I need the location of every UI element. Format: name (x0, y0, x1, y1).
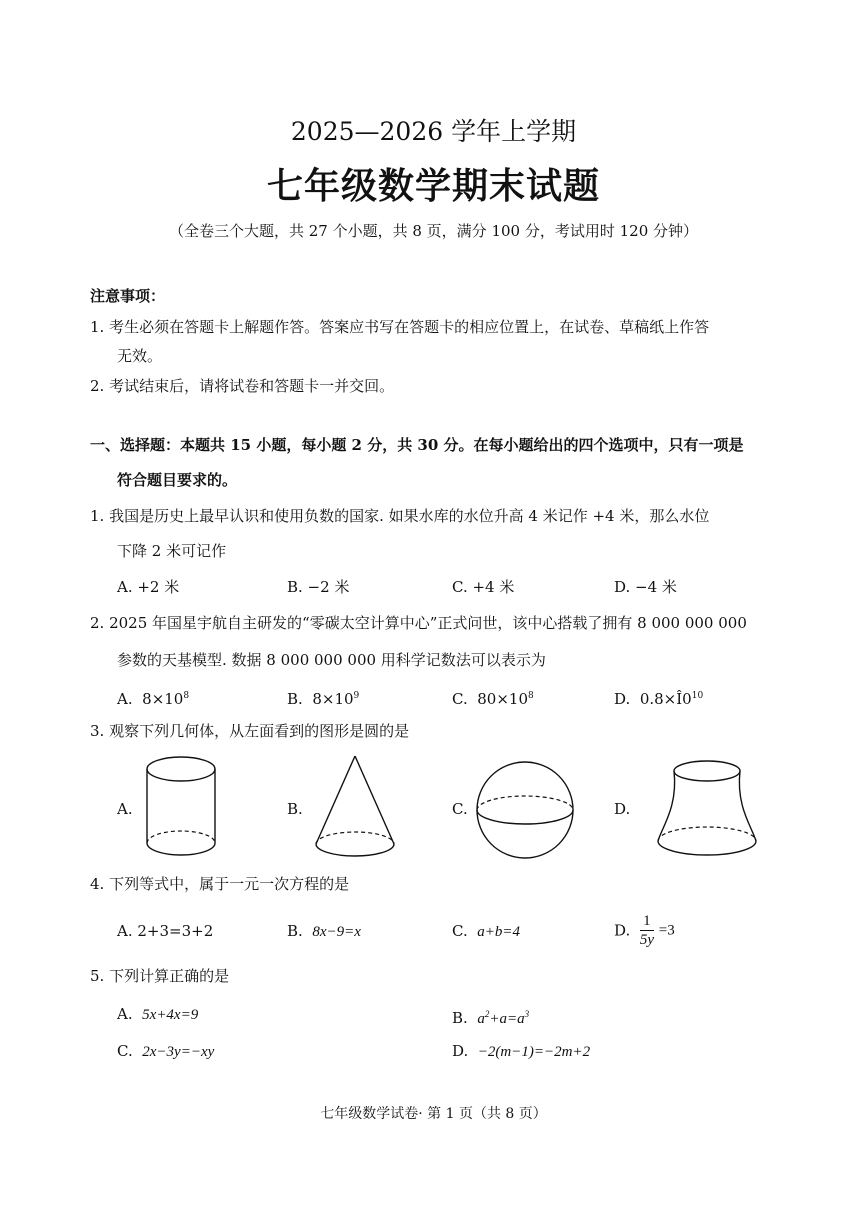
q3-option-d-label: D. (614, 800, 631, 818)
q2-option-d-label: D. (614, 690, 631, 708)
q2-option-b-base: 8×10 (312, 690, 354, 708)
note-1: 1. 考生必须在答题卡上解题作答。答案应书写在答题卡的相应位置上，在试卷、草稿纸上作答 (90, 318, 710, 336)
q2-option-a (117, 686, 189, 709)
cylinder-figure (140, 755, 222, 865)
q4-option-c (452, 921, 520, 942)
sphere-figure (472, 757, 578, 863)
q1-option-c: C. +4 米 (452, 578, 515, 596)
q2-option-d (614, 686, 703, 709)
q4-option-b (287, 921, 361, 942)
section-1-heading: 一、选择题：本题共 15 小题，每小题 2 分，共 30 分。在每小题给出的四个选项中，只有一项是 (90, 436, 744, 454)
q1-stem: 1. 我国是历史上最早认识和使用负数的国家. 如果水库的水位升高 4 米记作 +4 米，那么水位 (90, 507, 710, 525)
q5-option-a-expr: 5x+4x=9 (142, 1007, 199, 1023)
q4-option-b-label: B. (287, 922, 303, 940)
year-line: 2025—2026 学年上学期 (290, 117, 577, 146)
q4-stem: 4. 下列等式中，属于一元一次方程的是 (90, 875, 350, 893)
hyperboloid-figure (652, 757, 762, 863)
q2-stem: 2. 2025 年国星宇航自主研发的“零碳太空计算中心”正式问世，该中心搭载了拥有 8 000 000 000 (90, 614, 747, 632)
q4-option-d-denominator: 5y (639, 932, 654, 948)
q5-option-c-expr: 2x−3y=−xy (142, 1044, 215, 1060)
q5-option-a-label: A. (117, 1005, 133, 1023)
note-2: 2. 考试结束后，请将试卷和答题卡一并交回。 (90, 377, 395, 395)
cone-figure (310, 752, 400, 864)
q2-option-b-exp: 9 (353, 691, 360, 701)
q5-option-d-expr: −2(m−1)=−2m+2 (477, 1044, 591, 1060)
q5-option-d-label: D. (452, 1042, 469, 1060)
q2-option-a-base: 8×10 (142, 690, 184, 708)
q5-stem: 5. 下列计算正确的是 (90, 967, 230, 985)
q4-option-d-label: D. (614, 921, 631, 940)
q2-option-a-exp: 8 (183, 691, 190, 701)
q3-stem: 3. 观察下列几何体，从左面看到的图形是圆的是 (90, 722, 410, 740)
q1-option-a: A. +2 米 (117, 578, 180, 596)
page-footer: 七年级数学试卷· 第 1 页（共 8 页） (320, 1106, 547, 1122)
q4-option-c-label: C. (452, 922, 468, 940)
section-1-heading-cont: 符合题目要求的。 (117, 471, 238, 489)
q3-option-b-label: B. (287, 800, 303, 818)
q5-option-c (117, 1041, 214, 1062)
q5-option-b-base1: a (477, 1011, 485, 1027)
q5-option-b (452, 1004, 529, 1029)
q4-option-d-numerator: 1 (640, 912, 654, 931)
page-title: 七年级数学期末试题 (266, 165, 600, 207)
q4-option-c-expr: a+b=4 (477, 924, 521, 940)
q5-option-d (452, 1041, 590, 1062)
note-1-cont: 无效。 (117, 347, 163, 365)
q5-option-a (117, 1004, 198, 1025)
q5-option-c-label: C. (117, 1042, 133, 1060)
q4-option-d-fraction (640, 912, 654, 949)
q5-option-b-label: B. (452, 1009, 468, 1027)
q1-stem-cont: 下降 2 米可记作 (117, 542, 227, 560)
q2-option-c-label: C. (452, 690, 468, 708)
q2-option-d-exp: 10 (691, 691, 704, 701)
q4-option-d-rhs: =3 (658, 922, 675, 939)
q2-option-b-label: B. (287, 690, 303, 708)
q5-option-b-base2: +a=a (489, 1011, 525, 1027)
q3-option-c-label: C. (452, 800, 468, 818)
exam-info: （全卷三个大题，共 27 个小题，共 8 页，满分 100 分，考试用时 120 分钟） (168, 222, 699, 240)
q2-stem-cont: 参数的天基模型. 数据 8 000 000 000 用科学记数法可以表示为 (117, 651, 546, 669)
q4-option-d (614, 912, 675, 949)
q2-option-c (452, 686, 534, 709)
q4-option-b-expr: 8x−9=x (312, 924, 361, 940)
q5-option-b-exp2: 3 (524, 1009, 530, 1019)
q2-option-a-label: A. (117, 690, 133, 708)
q1-option-d: D. −4 米 (614, 578, 677, 596)
q3-option-a-label: A. (117, 800, 133, 818)
q1-option-b: B. −2 米 (287, 578, 350, 596)
q5-option-b-expr (477, 1011, 529, 1027)
notes-heading: 注意事项： (90, 287, 166, 305)
q5-option-b-exp1: 2 (484, 1009, 490, 1019)
q2-option-b (287, 686, 359, 709)
q2-option-c-exp: 8 (528, 691, 534, 701)
q4-option-a: A. 2+3=3+2 (117, 922, 214, 940)
q2-option-c-base: 80×10 (477, 690, 529, 708)
q2-option-d-base: 0.8×Î0 (639, 690, 692, 708)
